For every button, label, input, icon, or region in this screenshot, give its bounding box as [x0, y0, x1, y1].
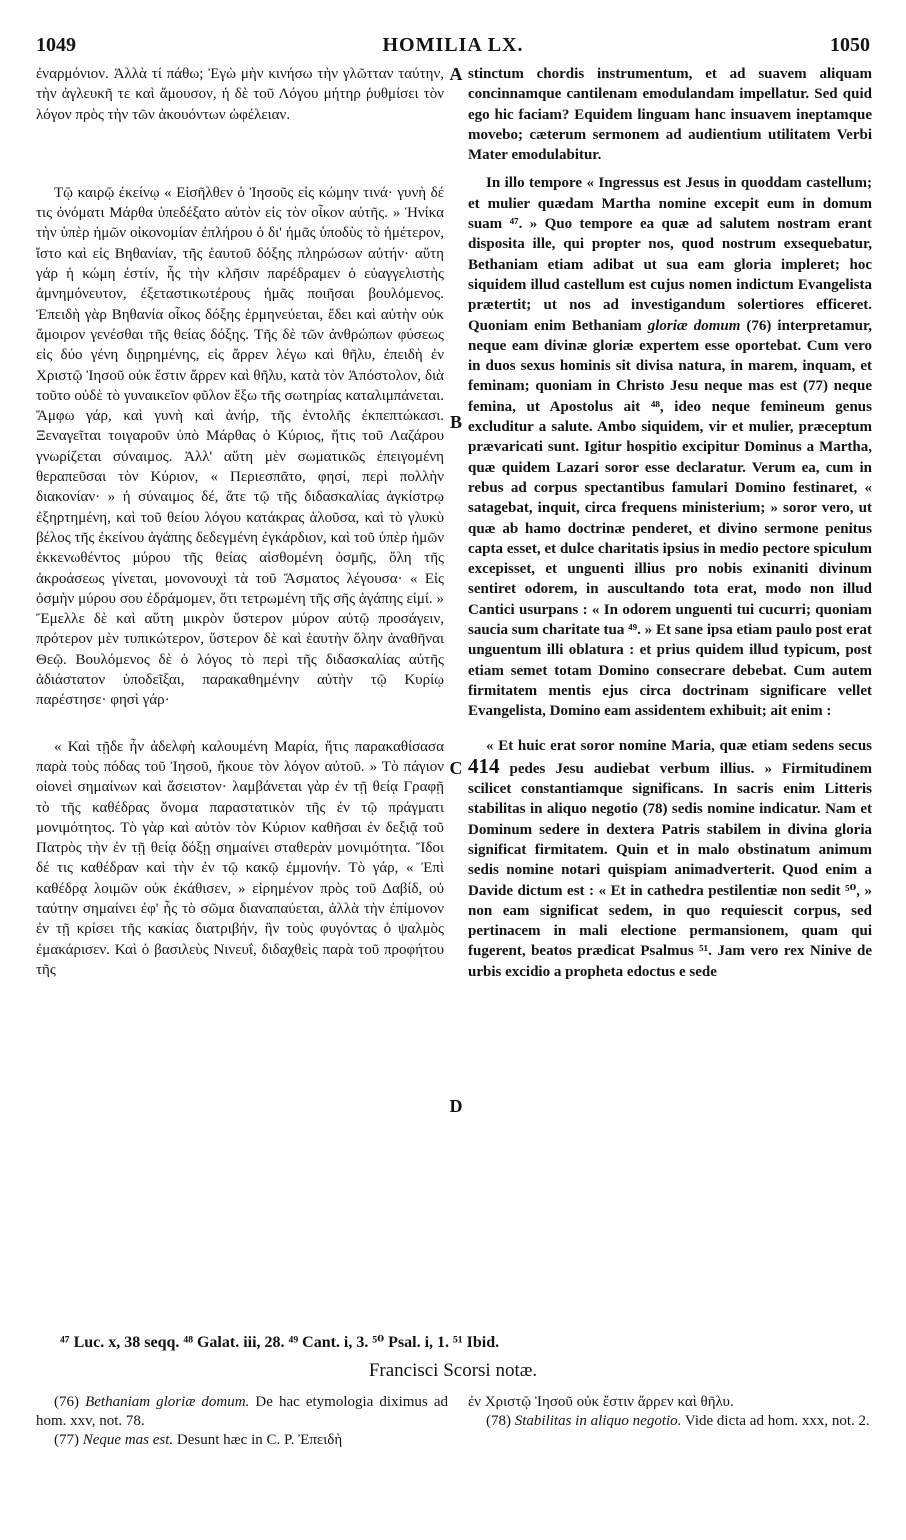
greek-column: [36, 64, 444, 980]
note-lemma: Bethaniam gloriæ domum.: [85, 1394, 250, 1410]
latin-paragraph-3: [468, 736, 872, 983]
notes-column-right: [468, 1393, 872, 1431]
paragraph-gap: [468, 722, 872, 736]
note-77: [36, 1431, 448, 1450]
greek-paragraph-2: Τῷ καιρῷ ἐκείνῳ « Εἰσῆλθεν ὁ Ἰησοῦς εἰς κώμην τινά· γυνὴ δέ τις ὀνόματι Μάρθα ὑπεδέξατο αὐτὸν εἰς τὸν οἶκον αὐτῆς. » Ἡνίκα τὴν ὑπὲρ ἡμῶν οἰκονομίαν ἐπλήρου ὁ δι' ἡμᾶς ὑποδὺς τὸ ἡμέτερον, ἴστο καὶ εἰς Βηθανίαν, τῆς ἑαυτοῦ δόξης πληρώσων αὐτήν· αὕτη γάρ ἡ κώμη ἐστίν, ἧς τὴν κλῆσιν παρέδραμεν ὁ εὐαγγελιστὴς ἀμνημόνευτον, ἐξεταστικωτέρους ἡμᾶς ποιῆσαι βουλόμενος. Ἐπειδὴ γὰρ Βηθανία οἶκος δόξης ἑρμηνεύεται, ἔδει καὶ αὐτὴν οὐκ ἄμοιρον γενέσθαι τῆς θείας δόξης. Τῆς δὲ τῶν ἀνθρώπων φύσεως εἰς δύο γένη διῃρημένης, εἰς ἄρρεν λέγω καὶ θῆλυ, ἐπειδὴ ἐν Χριστῷ Ἰησοῦ οὐκ ἔστιν ἄρρεν καὶ θῆλυ, κατὰ τὸν Ἀπόστολον, διὰ τοῦτο οὐδὲ τὸ γυναικεῖον φῦλον ἔξω τῆς σωτηρίας καταλιμπάνεται. Ἄμφω γάρ, καὶ γυνὴ καὶ ἀνήρ, τῆς ἐντολῆς ἐκπεπτώκασι. Ξεναγεῖται τοιγαροῦν ὑπὸ Μάρθας ὁ Κύριος, ἥτις τοῦ Λαζάρου γνωρίζεται σύναιμος. Ἀλλ' αὕτη μὲν σωματικῶς ἐπειγομένη θεραπεῦσαι τὸν Κύριον, « Περιεσπᾶτο, φησί, περὶ πολλὴν διακονίαν· » ἡ σύναιμος δέ, ἅτε τῷ τῆς διδασκαλίας ἀγκίστρῳ ἐξηρτημένη, καὶ τοῦ θείου λόγου κατάκρας ἁλοῦσα, καὶ τὸ γλυκὺ βέλος τῆς ἐκείνου ἀγάπης δεδεγμένη ἐγκάρδιον, καὶ τοῦ ὑπὲρ ἡμῶν ἐκκενωθέντος μύρου τῆς θείας αἰσθομένη ὀσμῆς, ὅλη τῆς ἀκροάσεως γίνεται, μονονουχὶ τὰ τοῦ Ἄσματος λέγουσα· « Εἰς ὀσμὴν μύρου σου ἐδράμομεν, ὅτι τετρωμένη τῆς σῆς ἀγάπης εἰμί. » Ἔμελλε δὲ καὶ αὕτη μικρὸν ὕστερον μύρον αὐτῷ προσάγειν, πρότερον μὲν τυπικώτερον, ὕστερον δὲ καὶ ἑαυτὴν ὅλην ἀναθῆναι Θεῷ. Βουλόμενος δὲ ὁ λόγος τὸ περὶ τῆς διδασκαλίας αὐτῆς ἀδιάστατον ὑποδεῖξαι, παρακαθημένην αὐτὴν τῷ Κυρίῳ παρέστησε· φησὶ γάρ·: [36, 184, 444, 709]
running-header: [36, 34, 870, 58]
greek-paragraph-1: ἐναρμόνιον. Ἀλλὰ τί πάθω; Ἐγὼ μὴν κινήσω τὴν γλῶτταν ταύτην, τὴν ἀγλευκῆ τε καὶ ἄμουσον, ἡ δὲ τοῦ Λόγου μήτηρ ῥυθμίσει τὸν λόγον πρὸς τὴν τῶν ἀκουόντων ὠφέλειαν.: [36, 66, 444, 123]
greek-paragraph-3: « Καὶ τῇδε ἦν ἀδελφὴ καλουμένη Μαρία, ἥτις παρακαθίσασα παρὰ τοὺς πόδας τοῦ Ἰησοῦ, ἤκουε τὸν λόγον αὐτοῦ. » Τὸ πάγιον οἱονεὶ σημαίνων καὶ ἄσειστον· λαμβάνεται γὰρ ἐν τῇ θείᾳ Γραφῇ τὸ τῆς καθέδρας ὄνομα παραστατικὸν τῆς ἐν τῷ πράγματι μονιμότητος. Τὸ γὰρ καὶ αὐτὸν τὸν Κύριον καθῆσαι ἐν δεξιᾷ τοῦ Πατρὸς τὴν ἐν τῇ θείᾳ δόξῃ σημαίνει σταθερὰν μονιμότητα. Ἴδοι δέ τις καθέδραν καὶ τὴν ἐν τῷ κακῷ ἐμμονήν. Τὸ γάρ, « Ἐπὶ καθέδρᾳ λοιμῶν οὐκ ἐκάθισεν, » εἰρημένον πρὸς τοῦ Δαβίδ, οὐ ταύτην σημαίνει ἐφ' ἧς τὸ σῶμα διαναπαύεται, ἀλλὰ τὴν ἐπίμονον ἐν τῇ κρίσει τῆς κακίας διατριβήν, ἣν τοὺς φυγόντας ὁ ψαλμὸς ἐμακάρισεν. Καὶ ὁ βασιλεὺς Νινευΐ, διδαχθεὶς παρὰ τοῦ προφήτου τῆς: [36, 738, 444, 978]
page-number-left: 1049: [36, 34, 76, 56]
paragraph-gap: [468, 165, 872, 173]
footnote-references: ⁴⁷ Luc. x, 38 seqq. ⁴⁸ Galat. iii, 28. ⁴⁹ Cant. i, 3. ⁵⁰ Psal. i, 1. ⁵¹ Ibid.: [60, 1334, 500, 1351]
marginal-number: 414: [468, 753, 500, 778]
note-text: Desunt hæc in C. P. Ἐπειδὴ: [173, 1432, 343, 1448]
page-number-right: 1050: [830, 34, 870, 56]
note-number: (76): [54, 1394, 86, 1410]
paragraph-gap: [36, 711, 444, 737]
latin-paragraph-1: stinctum chordis instrumentum, et ad suavem aliquam concinnamque cantilenam emodulandam impellatur. Sed quid ego hic faciam? Equidem linguam hanc insuavem ineptamque movebo; cæterum sermonem ad audientium utilitatem Verbi Mater emodulabitur.: [468, 66, 872, 164]
margin-letter-b: B: [449, 412, 462, 432]
notes-title: Francisci Scorsi notæ.: [368, 1360, 538, 1381]
note-78: [468, 1412, 872, 1431]
note-number: (78): [486, 1413, 515, 1429]
latin-paragraph-2: [468, 173, 872, 721]
latin-column: [468, 64, 872, 982]
note-77-continued: ἐν Χριστῷ Ἰησοῦ οὐκ ἔστιν ἄρρεν καὶ θῆλυ.: [468, 1394, 734, 1410]
note-text: De hac etymologia diximus ad hom. xxv, not. 78.: [36, 1394, 448, 1429]
latin-text: In illo tempore « Ingressus est Jesus in quoddam castellum; et mulier quædam Martha nomine excepit eum in domum suam ⁴⁷. » Quo tempore ea quæ ad salutem nostram erant disposita ille, qui propter nos, quod nostrum exsequebatur, Bethaniam etiam adibat ut sua eam gloria impleret; hoc siquidem illud castellum est cujus nomen indictum Evangelista prætertit; ut nos ad investigandum solertiores efficeret. Quoniam enim Bethaniam: [468, 175, 872, 334]
latin-text: pedes Jesu audiebat verbum illius. » Firmitudinem scilicet constantiamque significans. In sacris enim Litteris stabilitas in aliquo negotio (78) sedis nomine indicatur. Nam et Dominum sedere in dextera Patris stabilem in divina gloria significat firmitatem. Quin et in malo obstinatum animum sedis nomine notari quispiam animadverterit. Quod enim a Davide dictum est : « Et in cathedra pestilentiæ non sedit ⁵⁰, » non eam significat sedem, in quo requiescit corpus, sed pertinacem in mali electione permansionem, quam qui fugerent, beatos prædicat Psalmus ⁵¹. Jam vero rex Ninive de urbis excidio a propheta edoctus e sede: [468, 760, 872, 980]
note-number: (77): [54, 1432, 83, 1448]
note-text: Vide dicta ad hom. xxx, not. 2.: [681, 1413, 870, 1429]
latin-italic-phrase: gloriæ domum: [647, 317, 741, 334]
notes-column-left: [36, 1393, 448, 1450]
latin-text: « Et huic erat soror nomine Maria, quæ etiam sedens secus: [486, 737, 872, 754]
homily-title: HOMILIA LX.: [382, 34, 524, 56]
margin-letter-d: D: [449, 1096, 463, 1116]
margin-letter-a: A: [449, 64, 463, 84]
note-lemma: Stabilitas in aliquo negotio.: [514, 1413, 682, 1429]
paragraph-gap: [36, 125, 444, 183]
margin-letter-c: C: [449, 758, 463, 778]
latin-text: (76) interpretamur, neque eam divinæ gloriæ expertem esse oportebat. Cum vero in duos sexus hominis sit divisa natura, in marem, inquam, et feminam; quoniam in Christo Jesu neque mas est (77) neque femina, ut Apostolus ait ⁴⁸, ideo neque femineum genus excluditur a salute. Ambo siquidem, vir et mulier, præceptum prævaricati sunt. Igitur hospitio excipitur Dominus a Martha, quæ quidem Lazari soror esse declaratur. Verum ea, cum in rebus ad corpus spectantibus famulari Domino festinaret, « satagebat, inquit, circa frequens ministerium; » soror vero, ut quæ ab hamo doctrinæ penderet, et divino sermone penitus capta esset, et dulce charitatis ipsius in medio pectore spiculum excepisset, et unguenti illius pro nobis exinaniti divinum sentiret odorem, in auscultando tota erat, modo non illud Cantici usurpans : « In odorem unguenti tui cucurri; quoniam saucia sum charitate tua ⁴⁹. » Et sane ipsa etiam paulo post erat unguentum illi oblatura : et prius quidem illud typicum, post etiam semet totam Domino consecrare debebat. Cum autem firmitatem mentis ejus circa doctrinam significare vellet Evangelista, Domino eam assidentem exhibuit; ait enim :: [468, 317, 873, 720]
note-lemma: Neque mas est.: [82, 1432, 174, 1448]
note-76: [36, 1393, 448, 1431]
